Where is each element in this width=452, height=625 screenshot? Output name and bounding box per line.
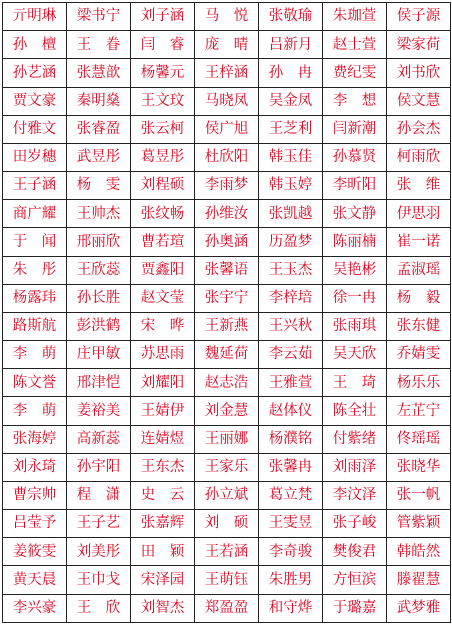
name-cell: 商广耀 bbox=[3, 200, 67, 228]
name-cell: 佟瑶瑶 bbox=[387, 425, 451, 453]
table-row bbox=[3, 538, 451, 566]
name-cell: 侯子源 bbox=[387, 3, 451, 31]
table-row bbox=[3, 200, 451, 228]
name-cell: 于 闻 bbox=[3, 228, 67, 256]
name-cell: 王雯昱 bbox=[259, 510, 323, 538]
name-cell: 刘雨泽 bbox=[323, 453, 387, 481]
name-cell: 吕新月 bbox=[259, 31, 323, 59]
name-cell: 刘子涵 bbox=[131, 3, 195, 31]
table-row bbox=[3, 510, 451, 538]
name-cell: 马 悦 bbox=[195, 3, 259, 31]
name-cell: 李 萌 bbox=[3, 397, 67, 425]
name-cell: 孙奥涵 bbox=[195, 228, 259, 256]
name-cell: 王玉杰 bbox=[259, 256, 323, 284]
name-cell: 管紫颖 bbox=[387, 510, 451, 538]
name-cell: 魏延荷 bbox=[195, 341, 259, 369]
name-cell: 张嘉辉 bbox=[131, 510, 195, 538]
table-row bbox=[3, 425, 451, 453]
name-cell: 王兴秋 bbox=[259, 312, 323, 340]
table-row bbox=[3, 256, 451, 284]
name-cell: 贾文豪 bbox=[3, 87, 67, 115]
names-table bbox=[2, 2, 451, 623]
name-cell: 张慧歆 bbox=[67, 59, 131, 87]
name-cell: 姜筱雯 bbox=[3, 538, 67, 566]
names-table-body bbox=[3, 3, 451, 623]
name-cell: 葛昱彤 bbox=[131, 143, 195, 171]
name-cell: 王 眷 bbox=[67, 31, 131, 59]
name-cell: 李兴豪 bbox=[3, 594, 67, 622]
name-cell: 方恒滨 bbox=[323, 566, 387, 594]
name-cell: 王梓涵 bbox=[195, 59, 259, 87]
table-row bbox=[3, 31, 451, 59]
name-cell: 韩玉婷 bbox=[259, 172, 323, 200]
name-cell: 李云茹 bbox=[259, 341, 323, 369]
name-cell: 邢丽欣 bbox=[67, 228, 131, 256]
name-cell: 张子峻 bbox=[323, 510, 387, 538]
name-cell: 张宇宁 bbox=[195, 284, 259, 312]
table-row bbox=[3, 481, 451, 509]
name-cell: 王文玟 bbox=[131, 87, 195, 115]
name-cell: 刘 硕 bbox=[195, 510, 259, 538]
table-row bbox=[3, 115, 451, 143]
name-cell: 侯文慧 bbox=[387, 87, 451, 115]
name-cell: 朱珈萱 bbox=[323, 3, 387, 31]
name-cell: 张雨琪 bbox=[323, 312, 387, 340]
name-cell: 杜欣阳 bbox=[195, 143, 259, 171]
name-cell: 庄甲敏 bbox=[67, 341, 131, 369]
table-row bbox=[3, 453, 451, 481]
table-row bbox=[3, 87, 451, 115]
name-cell: 徐一冉 bbox=[323, 284, 387, 312]
name-cell: 杨濮铭 bbox=[259, 425, 323, 453]
name-cell: 张凯越 bbox=[259, 200, 323, 228]
name-cell: 崔一诺 bbox=[387, 228, 451, 256]
name-cell: 王 琦 bbox=[323, 369, 387, 397]
name-cell: 王芝利 bbox=[259, 115, 323, 143]
name-cell: 韩皓然 bbox=[387, 538, 451, 566]
name-cell: 姜裕美 bbox=[67, 397, 131, 425]
name-cell: 刘耀阳 bbox=[131, 369, 195, 397]
name-cell: 王婧伊 bbox=[131, 397, 195, 425]
name-cell: 李奇骏 bbox=[259, 538, 323, 566]
name-cell: 曹宗帅 bbox=[3, 481, 67, 509]
name-cell: 杨 毅 bbox=[387, 284, 451, 312]
name-cell: 梁书宁 bbox=[67, 3, 131, 31]
name-cell: 张馨语 bbox=[195, 256, 259, 284]
name-cell: 孙艺涵 bbox=[3, 59, 67, 87]
name-cell: 付雅文 bbox=[3, 115, 67, 143]
table-row bbox=[3, 341, 451, 369]
name-cell: 宋 晔 bbox=[131, 312, 195, 340]
name-cell: 李昕阳 bbox=[323, 172, 387, 200]
table-row bbox=[3, 594, 451, 622]
name-cell: 孙维汝 bbox=[195, 200, 259, 228]
name-cell: 赵志浩 bbox=[195, 369, 259, 397]
name-cell: 王巾戈 bbox=[67, 566, 131, 594]
name-cell: 朱胜男 bbox=[259, 566, 323, 594]
name-cell: 王欣蕊 bbox=[67, 256, 131, 284]
name-cell: 刘程硕 bbox=[131, 172, 195, 200]
name-cell: 史 云 bbox=[131, 481, 195, 509]
name-cell: 庞 晴 bbox=[195, 31, 259, 59]
name-cell: 王雅萱 bbox=[259, 369, 323, 397]
table-row bbox=[3, 284, 451, 312]
name-cell: 伊思羽 bbox=[387, 200, 451, 228]
name-cell: 杨露玮 bbox=[3, 284, 67, 312]
name-cell: 梁家荷 bbox=[387, 31, 451, 59]
name-cell: 张晓华 bbox=[387, 453, 451, 481]
name-cell: 邢津恺 bbox=[67, 369, 131, 397]
table-row bbox=[3, 172, 451, 200]
table-row bbox=[3, 228, 451, 256]
name-cell: 孙慕贤 bbox=[323, 143, 387, 171]
name-cell: 杨馨元 bbox=[131, 59, 195, 87]
name-cell: 杨 雯 bbox=[67, 172, 131, 200]
name-cell: 李 想 bbox=[323, 87, 387, 115]
name-cell: 张敬瑜 bbox=[259, 3, 323, 31]
name-cell: 吴天欣 bbox=[323, 341, 387, 369]
name-cell: 王子涵 bbox=[3, 172, 67, 200]
name-cell: 贾鑫阳 bbox=[131, 256, 195, 284]
name-cell: 吴金凤 bbox=[259, 87, 323, 115]
name-cell: 王家乐 bbox=[195, 453, 259, 481]
name-cell: 孙会杰 bbox=[387, 115, 451, 143]
name-cell: 闫新潮 bbox=[323, 115, 387, 143]
name-cell: 韩玉佳 bbox=[259, 143, 323, 171]
name-cell: 黄天晨 bbox=[3, 566, 67, 594]
name-cell: 孙宇阳 bbox=[67, 453, 131, 481]
name-cell: 张睿盈 bbox=[67, 115, 131, 143]
table-row bbox=[3, 369, 451, 397]
name-cell: 秦明燊 bbox=[67, 87, 131, 115]
name-cell: 王 欣 bbox=[67, 594, 131, 622]
name-cell: 孙长胜 bbox=[67, 284, 131, 312]
table-row bbox=[3, 143, 451, 171]
name-cell: 高新蕊 bbox=[67, 425, 131, 453]
name-cell: 王萌钰 bbox=[195, 566, 259, 594]
name-cell: 刘书欣 bbox=[387, 59, 451, 87]
name-cell: 侯广旭 bbox=[195, 115, 259, 143]
name-cell: 孙立斌 bbox=[195, 481, 259, 509]
name-cell: 路斯航 bbox=[3, 312, 67, 340]
name-cell: 朱 彤 bbox=[3, 256, 67, 284]
table-row bbox=[3, 566, 451, 594]
name-cell: 张纹畅 bbox=[131, 200, 195, 228]
name-cell: 吕莹予 bbox=[3, 510, 67, 538]
name-cell: 左芷宁 bbox=[387, 397, 451, 425]
name-cell: 张海婷 bbox=[3, 425, 67, 453]
name-cell: 田 颖 bbox=[131, 538, 195, 566]
table-row bbox=[3, 3, 451, 31]
name-cell: 宋泽园 bbox=[131, 566, 195, 594]
name-cell: 郑盈盈 bbox=[195, 594, 259, 622]
name-cell: 李 萌 bbox=[3, 341, 67, 369]
name-cell: 张一帆 bbox=[387, 481, 451, 509]
name-cell: 张馨冉 bbox=[259, 453, 323, 481]
table-row bbox=[3, 59, 451, 87]
name-cell: 葛立梵 bbox=[259, 481, 323, 509]
name-cell: 李雨梦 bbox=[195, 172, 259, 200]
name-cell: 李汶泽 bbox=[323, 481, 387, 509]
name-cell: 刘金慧 bbox=[195, 397, 259, 425]
name-cell: 王丽娜 bbox=[195, 425, 259, 453]
name-cell: 亓明琳 bbox=[3, 3, 67, 31]
name-cell: 于璐嘉 bbox=[323, 594, 387, 622]
name-cell: 陈全壮 bbox=[323, 397, 387, 425]
name-cell: 彭洪鹤 bbox=[67, 312, 131, 340]
name-cell: 赵体仪 bbox=[259, 397, 323, 425]
name-cell: 李梓培 bbox=[259, 284, 323, 312]
name-cell: 王东杰 bbox=[131, 453, 195, 481]
name-cell: 马晓凤 bbox=[195, 87, 259, 115]
name-cell: 吴艳彬 bbox=[323, 256, 387, 284]
name-cell: 刘智杰 bbox=[131, 594, 195, 622]
name-cell: 陈文誉 bbox=[3, 369, 67, 397]
name-cell: 乔婧雯 bbox=[387, 341, 451, 369]
name-cell: 孟淑瑶 bbox=[387, 256, 451, 284]
name-cell: 刘永琦 bbox=[3, 453, 67, 481]
name-cell: 费纪雯 bbox=[323, 59, 387, 87]
name-cell: 张东健 bbox=[387, 312, 451, 340]
name-cell: 付紫绪 bbox=[323, 425, 387, 453]
name-cell: 王帅杰 bbox=[67, 200, 131, 228]
name-cell: 刘美彤 bbox=[67, 538, 131, 566]
name-cell: 赵士萱 bbox=[323, 31, 387, 59]
name-cell: 滕翟慧 bbox=[387, 566, 451, 594]
name-cell: 王子艺 bbox=[67, 510, 131, 538]
name-cell: 田岁穗 bbox=[3, 143, 67, 171]
name-cell: 闫 睿 bbox=[131, 31, 195, 59]
name-cell: 张云柯 bbox=[131, 115, 195, 143]
name-cell: 孙 檀 bbox=[3, 31, 67, 59]
name-cell: 历盈梦 bbox=[259, 228, 323, 256]
name-cell: 武昱彤 bbox=[67, 143, 131, 171]
name-cell: 和守烨 bbox=[259, 594, 323, 622]
name-cell: 王新燕 bbox=[195, 312, 259, 340]
name-cell: 柯雨欣 bbox=[387, 143, 451, 171]
name-cell: 程 潇 bbox=[67, 481, 131, 509]
table-row bbox=[3, 397, 451, 425]
name-cell: 孙 冉 bbox=[259, 59, 323, 87]
table-row bbox=[3, 312, 451, 340]
name-cell: 武梦雅 bbox=[387, 594, 451, 622]
name-cell: 连婧煜 bbox=[131, 425, 195, 453]
name-cell: 杨乐乐 bbox=[387, 369, 451, 397]
name-cell: 王若涵 bbox=[195, 538, 259, 566]
name-cell: 樊俊君 bbox=[323, 538, 387, 566]
name-cell: 张文静 bbox=[323, 200, 387, 228]
name-cell: 张 维 bbox=[387, 172, 451, 200]
name-cell: 陈丽楠 bbox=[323, 228, 387, 256]
name-cell: 赵文莹 bbox=[131, 284, 195, 312]
name-cell: 苏思雨 bbox=[131, 341, 195, 369]
name-cell: 曹若瑄 bbox=[131, 228, 195, 256]
